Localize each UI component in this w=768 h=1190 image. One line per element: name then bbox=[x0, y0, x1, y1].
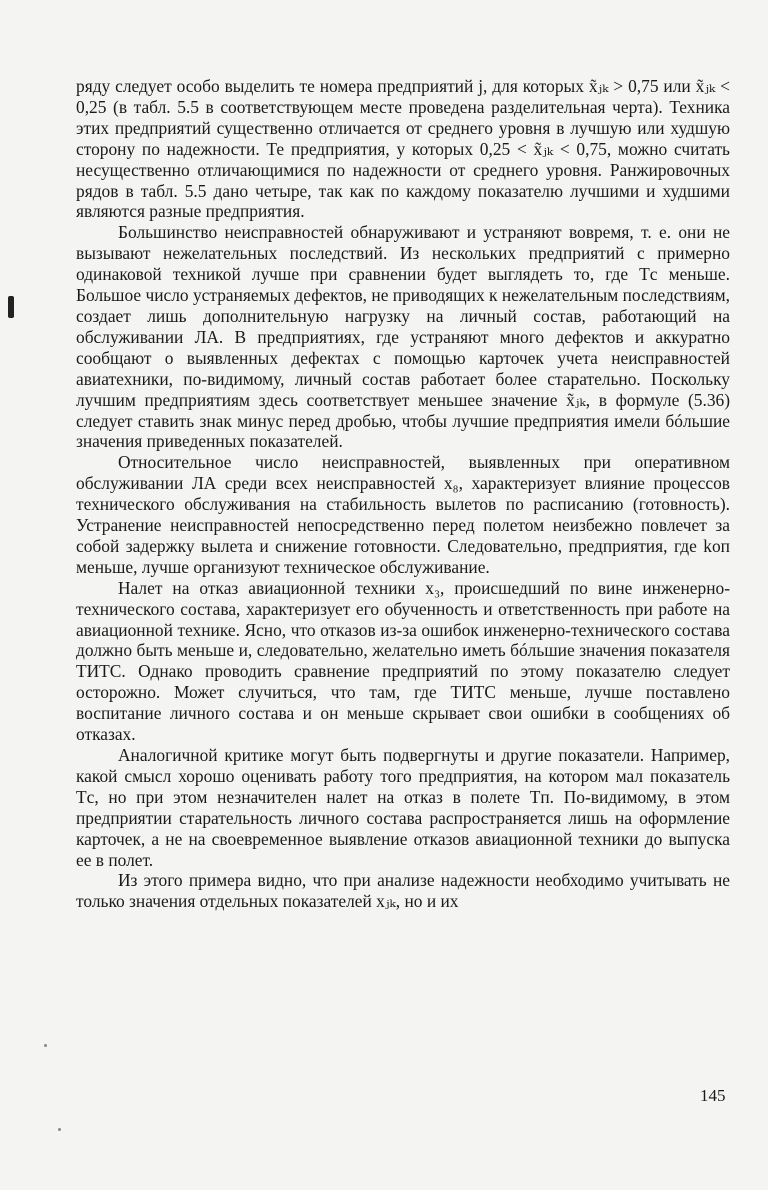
margin-mark bbox=[8, 296, 14, 318]
paragraph-4: Налет на отказ авиационной техники x₃, происшедший по вине инженерно-технического состава, характеризует его обученность и ответственность при работе на авиационной технике. Ясно, что отказов из-за ошибок инженерно-технического состава должно быть меньше и, следовательно, желательно иметь бóльшие значения показателя TИТС. Однако проводить сравнение предприятий по этому показателю следует осторожно. Может случиться, что там, где TИТС меньше, лучше поставлено воспитание личного состава и он меньше скрывает свои ошибки в сообщениях об отказах. bbox=[76, 577, 730, 745]
scan-speck bbox=[58, 1128, 61, 1131]
scan-speck bbox=[44, 1044, 47, 1047]
page-body bbox=[76, 76, 730, 912]
paragraph-6: Из этого примера видно, что при анализе надежности необходимо учитывать не только значения отдельных показателей xⱼₖ, но и их bbox=[76, 870, 730, 912]
paragraph-2: Большинство неисправностей обнаруживают и устраняют вовремя, т. е. они не вызывают нежелательных последствий. Из нескольких предприятий с примерно одинаковой техникой лучше при сравнении будет выглядеть то, где Tс меньше. Большое число устраняемых дефектов, не приводящих к нежелательным последствиям, создает лишь дополнительную нагрузку на личный состав, работающий на обслуживании ЛА. В предприятиях, где устраняют много дефектов и аккуратно сообщают о выявленных дефектах с помощью карточек учета неисправностей авиатехники, по-видимому, личный состав работает более старательно. Поскольку лучшим предприятиям здесь соответствует меньшее значение x̃ⱼₖ, в формуле (5.36) следует ставить знак минус перед дробью, чтобы лучшие предприятия имели бóльшие значения приведенных показателей. bbox=[76, 222, 730, 452]
paragraph-3: Относительное число неисправностей, выявленных при оперативном обслуживании ЛА среди всех неисправностей x₈, характеризует влияние процессов технического обслуживания на стабильность вылетов по расписанию (готовность). Устранение неисправностей непосредственно перед полетом неизбежно повлечет за собой задержку вылета и снижение готовности. Следовательно, предприятия, где kоп меньше, лучше организуют техническое обслуживание. bbox=[76, 452, 730, 577]
paragraph-1: ряду следует особо выделить те номера предприятий j, для которых x̃ⱼₖ > 0,75 или x̃ⱼₖ < 0,25 (в табл. 5.5 в соответствующем месте проведена разделительная черта). Техника этих предприятий существенно отличается от среднего уровня в лучшую или худшую сторону по надежности. Те предприятия, у которых 0,25 < x̃ⱼₖ < 0,75, можно считать несущественно отличающимися по надежности от среднего уровня. Ранжировочных рядов в табл. 5.5 дано четыре, так как по каждому показателю лучшими и худшими являются разные предприятия. bbox=[76, 76, 730, 222]
paragraph-5: Аналогичной критике могут быть подвергнуты и другие показатели. Например, какой смысл хорошо оценивать работу того предприятия, на котором мал показатель Tс, но при этом незначителен налет на отказ в полете Tп. По-видимому, в этом предприятии старательность личного состава распространяется лишь на оформление карточек, а не на своевременное выявление отказов авиационной техники до выпуска ее в полет. bbox=[76, 745, 730, 870]
page-number: 145 bbox=[700, 1086, 726, 1105]
